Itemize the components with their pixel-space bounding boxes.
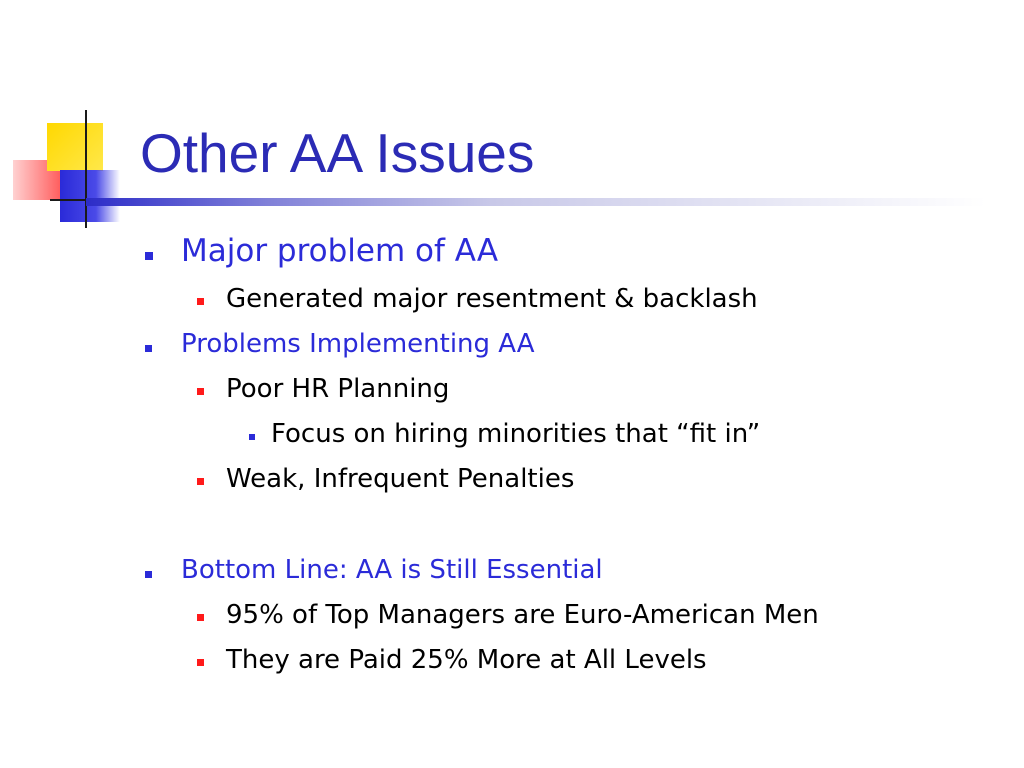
blue-square-bullet-icon bbox=[145, 345, 152, 352]
bullet-text: Weak, Infrequent Penalties bbox=[226, 464, 575, 494]
decorative-blue-block bbox=[60, 170, 120, 222]
slide-title: Other AA Issues bbox=[140, 122, 535, 184]
red-square-bullet-icon bbox=[197, 659, 204, 666]
blue-square-bullet-icon bbox=[145, 252, 153, 260]
blue-square-bullet-icon bbox=[249, 434, 255, 440]
bullet-item bbox=[197, 286, 977, 318]
bullet-text: Generated major resentment & backlash bbox=[226, 284, 758, 314]
bullet-item bbox=[197, 647, 977, 679]
bullet-text: Focus on hiring minorities that “fit in” bbox=[271, 419, 761, 449]
red-square-bullet-icon bbox=[197, 614, 204, 621]
bullet-item bbox=[145, 233, 945, 272]
blue-square-bullet-icon bbox=[145, 571, 152, 578]
bullet-item bbox=[197, 466, 977, 498]
red-square-bullet-icon bbox=[197, 478, 204, 485]
red-square-bullet-icon bbox=[197, 298, 204, 305]
bullet-item bbox=[145, 331, 945, 363]
bullet-item bbox=[197, 602, 987, 634]
bullet-text: Problems Implementing AA bbox=[181, 329, 535, 359]
bullet-item bbox=[145, 557, 945, 589]
bullet-text: 95% of Top Managers are Euro-American Men bbox=[226, 600, 819, 630]
bullet-text: Bottom Line: AA is Still Essential bbox=[181, 555, 603, 585]
bullet-item bbox=[197, 376, 977, 408]
title-underline bbox=[86, 198, 986, 206]
bullet-text: Poor HR Planning bbox=[226, 374, 450, 404]
decorative-vertical-line bbox=[85, 110, 87, 228]
bullet-text: They are Paid 25% More at All Levels bbox=[226, 645, 707, 675]
bullet-text: Major problem of AA bbox=[181, 233, 499, 269]
red-square-bullet-icon bbox=[197, 388, 204, 395]
bullet-item bbox=[249, 421, 1009, 453]
decorative-yellow-block bbox=[47, 123, 103, 171]
